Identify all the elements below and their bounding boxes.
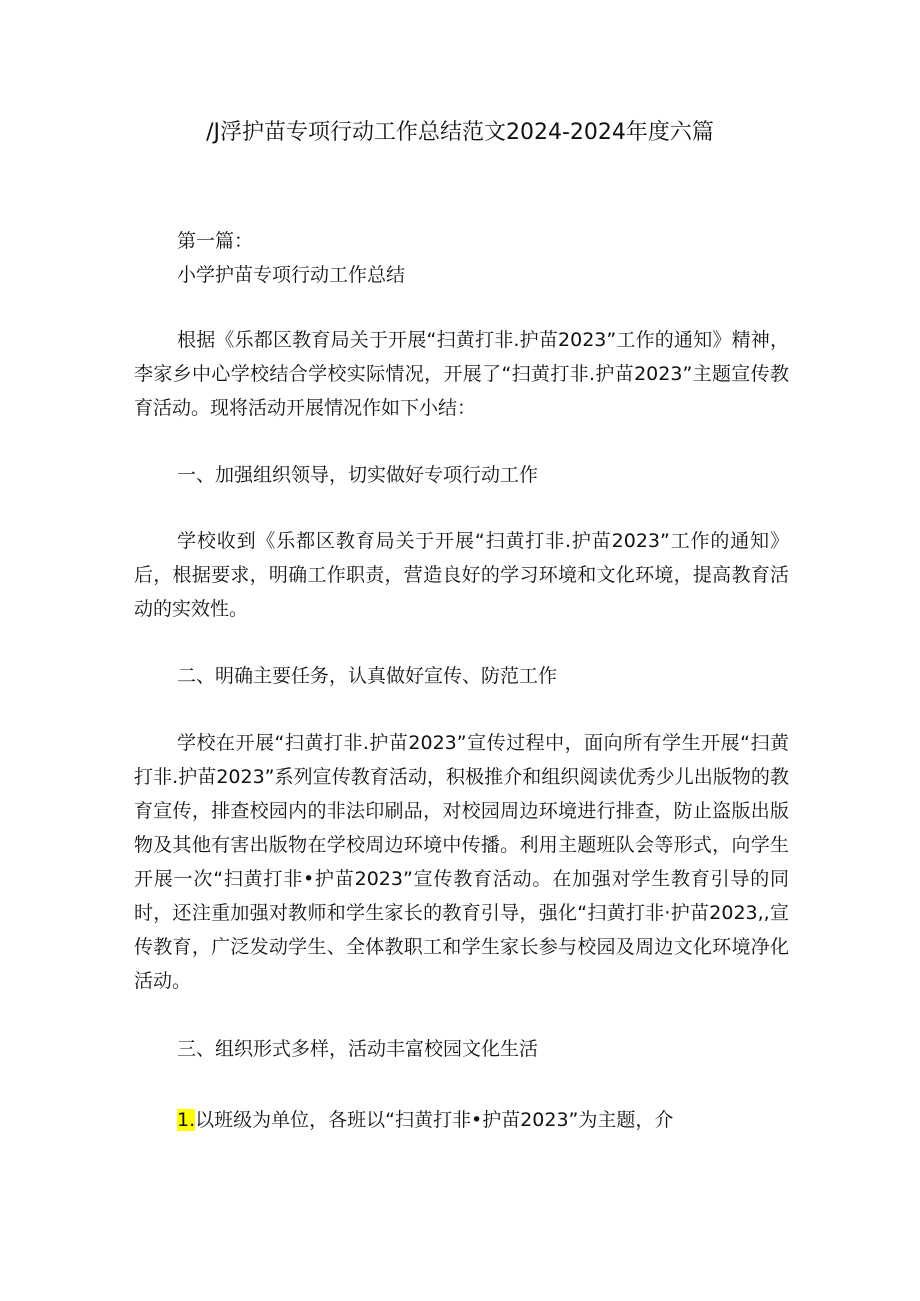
paragraph-section-1: 学校收到《乐都区教育局关于开展“扫黄打非.护苗2023”工作的通知》后，根据要求，明确工作职责，营造良好的学习环境和文化环境，提高教育活动的实效性。	[134, 530, 789, 620]
list-item-text: 以班级为单位，各班以“扫黄打非•护苗2023”为主题，介	[195, 1109, 674, 1131]
section-heading-2: 二、明确主要任务，认真做好宣传、防范工作	[177, 665, 558, 687]
list-item-1	[134, 1103, 832, 1137]
section-heading-3: 三、组织形式多样，活动丰富校园文化生活	[177, 1038, 539, 1060]
paragraph-section-2: 学校在开展“扫黄打非.护苗2023”宣传过程中，面向所有学生开展“扫黄打非.护苗2023”系列宣传教育活动，积极推介和组织阅读优秀少儿出版物的教育宣传，排查校园内的非法印刷品，对校园周边环境进行排查，防止盗版出版物及其他有害出版物在学校周边环境中传播。利用主题班队会等形式，向学生开展一次“扫黄打非•护苗2023”宣传教育活动。在加强对学生教育引导的同时，还注重加强对教师和学生家长的教育引导，强化“扫黄打非·护苗2023,,宣传教育，广泛发动学生、全体教职工和学生家长参与校园及周边文化环境净化活动。	[134, 732, 789, 992]
chapter-title: 小学护苗专项行动工作总结	[177, 264, 406, 286]
document-title: /J浮护苗专项行动工作总结范文2024-2024年度六篇	[206, 120, 714, 145]
chapter-label: 第一篇：	[177, 230, 254, 252]
paragraph-intro: 根据《乐都区教育局关于开展“扫黄打非.护苗2023”工作的通知》精神，李家乡中心学校结合学校实际情况，开展了“扫黄打非.护苗2023”主题宣传教育活动。现将活动开展情况作如下小结：	[134, 329, 789, 419]
section-heading-1: 一、加强组织领导，切实做好专项行动工作	[177, 464, 539, 486]
list-item-number: 1.	[177, 1109, 196, 1131]
